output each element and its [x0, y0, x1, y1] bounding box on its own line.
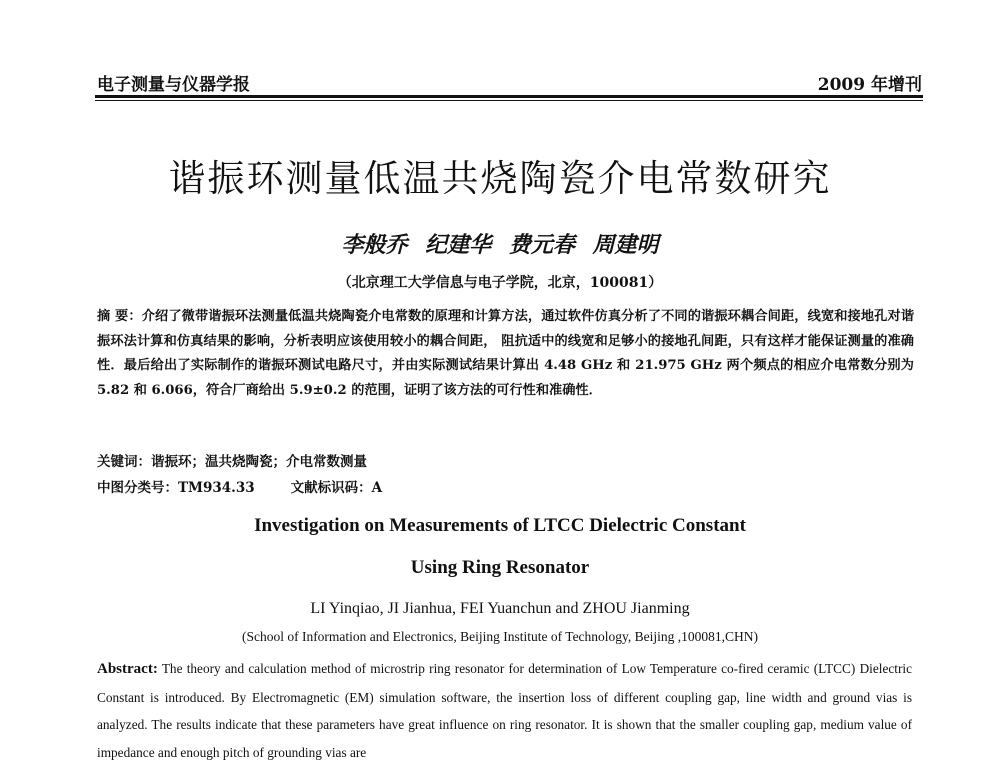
english-abstract-label: Abstract: [97, 661, 158, 677]
english-title-line1: Investigation on Measurements of LTCC Dielectric Constant [254, 515, 746, 536]
english-authors: LI Yinqiao, JI Jianhua, FEI Yuanchun and ZHOU Jianming [310, 600, 690, 617]
doc-code-value: A [371, 480, 383, 496]
classification-line [97, 476, 382, 496]
keywords-text: 谐振环；温共烧陶瓷；介电常数测量 [151, 454, 367, 470]
header-rule-thick [95, 95, 923, 98]
english-affiliation: (School of Information and Electronics, Beijing Institute of Technology, Beijing ,100081,CHN) [241, 629, 759, 644]
clc-label: 中图分类号： [97, 480, 178, 496]
english-title-line2: Using Ring Resonator [410, 557, 590, 578]
keywords-label: 关键词： [97, 454, 151, 470]
doc-code-label: 文献标识码： [290, 480, 372, 496]
english-abstract-text: The theory and calculation method of microstrip ring resonator for determination of Low Temperature co-fired ceramic (LTCC) Dielectric Constant is introduced. By Electromagnetic (EM) simulation software, the insertion loss of different coupling gap, line width and ground vias is analyzed. The results indicate that these parameters have great influence on ring resonator. It is shown that the smaller coupling gap, medium value of impedance and enough pitch of grounding vias are [97, 661, 912, 760]
journal-name: 电子测量与仪器学报 [97, 75, 250, 95]
chinese-authors: 李般乔 纪建华 费元春 周建明 [341, 232, 659, 258]
english-abstract [97, 655, 912, 766]
chinese-abstract-text: 介绍了微带谐振环法测量低温共烧陶瓷介电常数的原理和计算方法，通过软件仿真分析了不同的谐振环耦合间距，线宽和接地孔对谐振环法计算和仿真结果的影响，分析表明应该使用较小的耦合间距， 阻抗适中的线宽和足够小的接地孔间距，只有这样才能保证测量的准确性．最后给出了实际制作的谐振环测试电路尺寸，并由实际测试结果计算出 4.48 GHz 和 21.975 GHz 两个频点的相应介电常数分别为 5.82 和 6.066，符合厂商给出 5.9±0.2 的范围，证明了该方法的可行性和准确性． [97, 309, 915, 398]
header-rule-thin [95, 100, 923, 101]
chinese-title: 谐振环测量低温共烧陶瓷介电常数研究 [168, 157, 832, 200]
chinese-affiliation: （北京理工大学信息与电子学院，北京，100081） [337, 275, 663, 291]
chinese-abstract [97, 305, 914, 403]
chinese-abstract-label: 摘 要： [97, 309, 142, 324]
issue-label: 2009 年增刊 [817, 75, 922, 95]
clc-value: TM934.33 [178, 480, 255, 496]
chinese-keywords [97, 450, 367, 470]
